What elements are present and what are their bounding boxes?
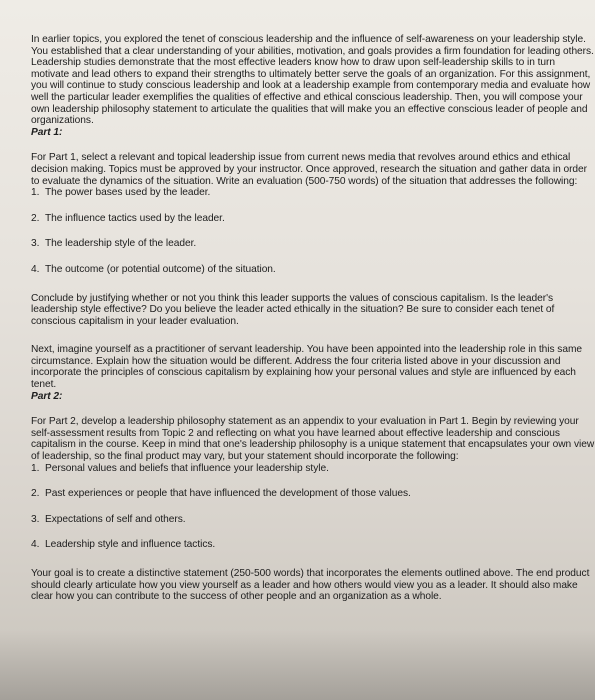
list-item: 3. The leadership style of the leader. [31, 238, 197, 250]
part-2-criteria-list [31, 463, 595, 551]
list-item: 4. Leadership style and influence tactics. [31, 539, 216, 551]
photo-shadow [0, 630, 595, 700]
list-item: 2. Past experiences or people that have influenced the development of those values. [31, 488, 411, 500]
list-item: 2. The influence tactics used by the leader. [31, 212, 225, 224]
assignment-document [31, 34, 595, 603]
part-1-criteria-list [31, 187, 595, 275]
list-item: 1. Personal values and beliefs that influence your leadership style. [31, 462, 329, 474]
list-item: 4. The outcome (or potential outcome) of the situation. [31, 263, 276, 275]
part-1-heading: Part 1: [31, 126, 63, 138]
conclusion-paragraph: Conclude by justifying whether or not you think this leader supports the values of conscious capitalism. Is the leader's leadership style effective? Do you believe the leader acted ethically in the situation? Be sure to consider each tenet of conscious capitalism in your leader evaluation. [31, 292, 555, 327]
list-item: 1. The power bases used by the leader. [31, 187, 211, 199]
part-2-instructions: For Part 2, develop a leadership philosophy statement as an appendix to your evaluation in Part 1. Begin by reviewing your self-assessment results from Topic 2 and reflecting on what you have learned about effective leadership and conscious capitalism in the course. Keep in mind that one's leadership philosophy is a unique statement that encapsulates your own view of leadership, so the final product may vary, but your statement should incorporate the following: [31, 416, 595, 463]
intro-paragraph: In earlier topics, you explored the tenet of conscious leadership and the influence of self-awareness on your leadership style. You established that a clear understanding of your abilities, motivation, and goals provides a firm foundation for leading others. Leadership studies demonstrate that the most effective leaders know how to draw upon self-leadership skills to in turn motivate and lead others to expand their strengths to ultimately better serve the goals of an organization. For this assignment, you will continue to study conscious leadership and look at a leadership example from contemporary media and evaluate how well the particular leader exemplifies the qualities of effective and ethical conscious leadership. Then, you will compose your own leadership philosophy statement to articulate the qualities that will make you an effective conscious leader of people and organizations. [31, 34, 594, 127]
goal-paragraph: Your goal is to create a distinctive statement (250-500 words) that incorporates the elements outlined above. The end product should clearly articulate how you view yourself as a leader and how others would view you as a leader. It should also make clear how you can contribute to the success of other people and an organization as a whole. [31, 568, 590, 603]
part-1-instructions: For Part 1, select a relevant and topical leadership issue from current news media that revolves around ethics and ethical decision making. Topics must be approved by your instructor. Once approved, research the situation and gather data in order to evaluate the dynamics of the situation. Write an evaluation (500-750 words) of the situation that addresses the following: [31, 152, 587, 187]
part-2-heading: Part 2: [31, 390, 63, 402]
servant-leadership-paragraph: Next, imagine yourself as a practitioner of servant leadership. You have been appointed into the leadership role in this same circumstance. Explain how the situation would be different. Address the four criteria listed above in your discussion and incorporate the principles of conscious capitalism by explaining how your personal values and style are influenced by each tenet. [31, 344, 583, 391]
list-item: 3. Expectations of self and others. [31, 513, 186, 525]
